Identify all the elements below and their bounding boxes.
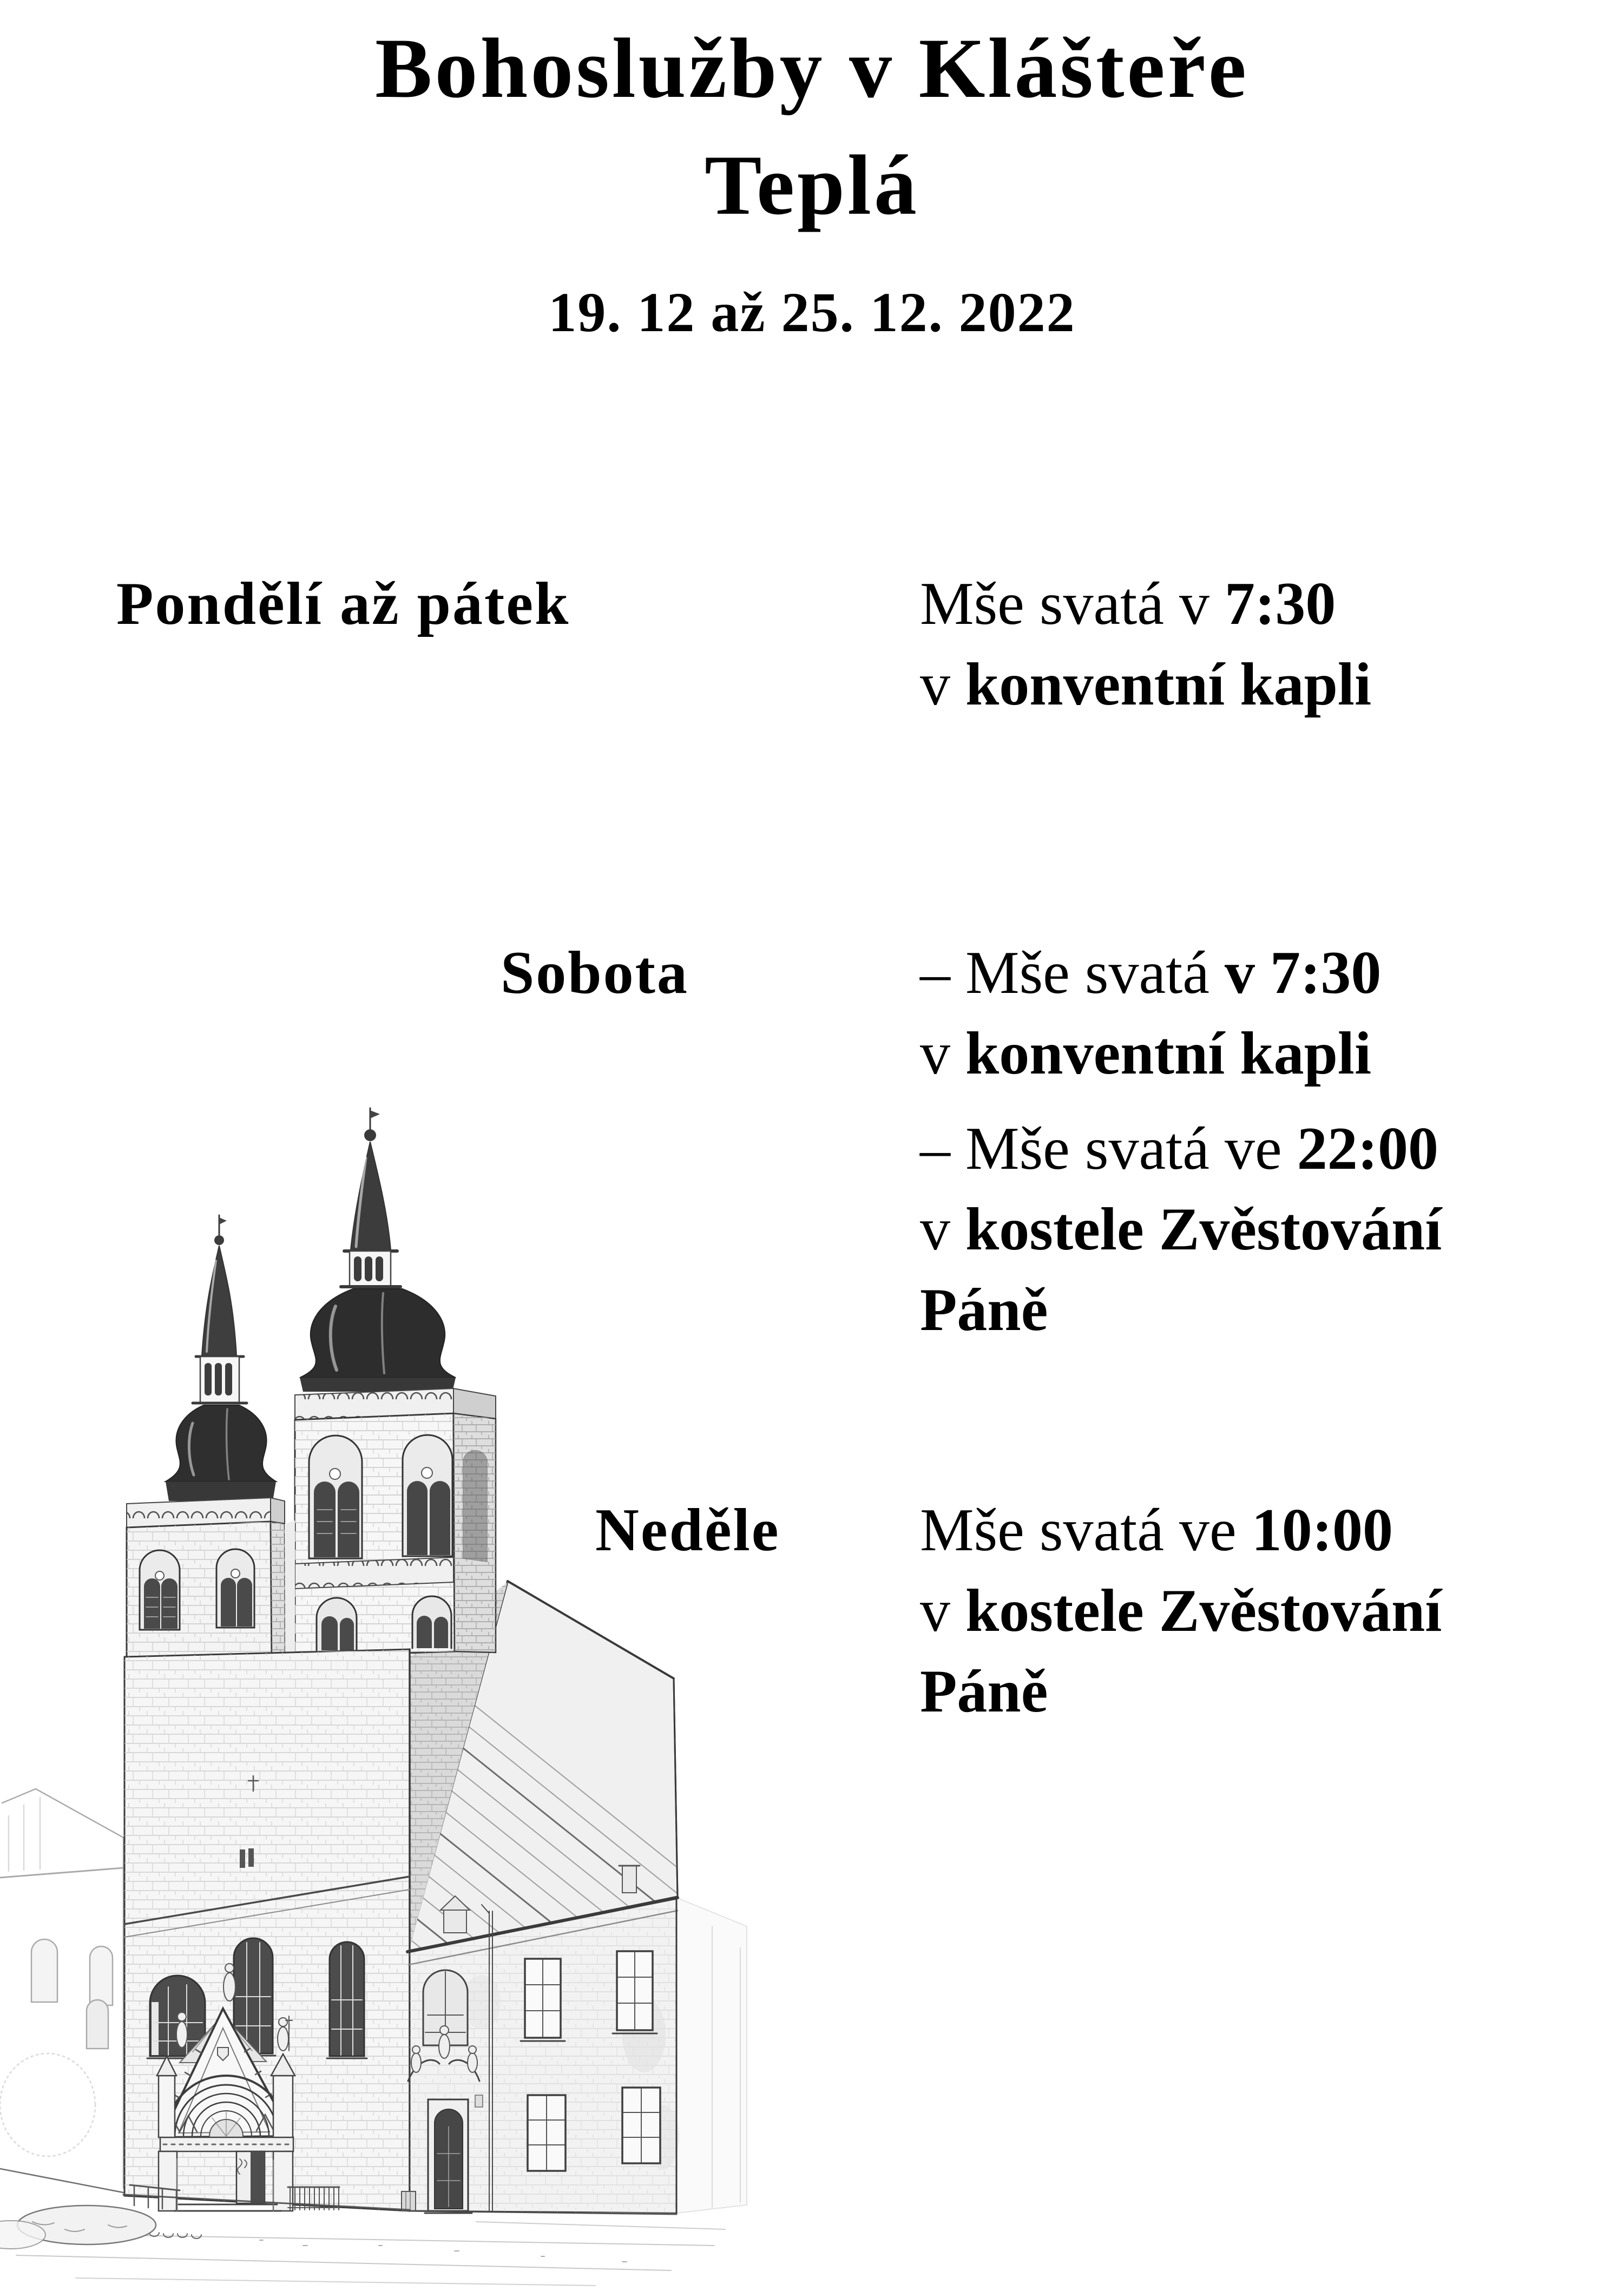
document-title-line1: Bohoslužby v Klášteře bbox=[375, 21, 1249, 116]
document-title-line2: Teplá bbox=[705, 138, 919, 233]
entry-text-segment-bold: 7:30 bbox=[1225, 570, 1336, 637]
entry-text-segment: – Mše svatá ve bbox=[920, 1115, 1297, 1182]
entry-text-segment: v bbox=[920, 1196, 965, 1263]
mass-entry bbox=[920, 564, 1371, 725]
entry-line bbox=[920, 1651, 1442, 1732]
entry-text-segment: Mše svatá ve bbox=[920, 1497, 1252, 1564]
entry-text-segment: Mše svatá v bbox=[920, 570, 1225, 637]
entry-line bbox=[920, 644, 1371, 725]
schedule-entries-weekdays bbox=[920, 564, 1371, 725]
schedule-entries-sunday bbox=[920, 1490, 1442, 1732]
left-building bbox=[0, 1789, 123, 2193]
entry-text-segment: – Mše svatá bbox=[920, 939, 1225, 1006]
entry-text-segment-bold: 22:00 bbox=[1297, 1115, 1439, 1182]
entry-line bbox=[920, 1270, 1442, 1351]
church-sketch-image bbox=[0, 1088, 812, 2291]
day-label-saturday: Sobota bbox=[501, 939, 689, 1006]
tower-right bbox=[285, 1108, 496, 1657]
schedule-entries-saturday bbox=[920, 933, 1442, 1351]
entry-line bbox=[920, 564, 1371, 644]
entry-text-segment-bold: konventní kapli bbox=[965, 651, 1372, 718]
entry-text-segment-bold: kostele Zvěstování bbox=[965, 1577, 1442, 1644]
mass-entry bbox=[920, 933, 1442, 1094]
entry-text-segment-bold: kostele Zvěstování bbox=[965, 1196, 1442, 1263]
mass-entry bbox=[920, 1490, 1442, 1732]
entry-line bbox=[920, 1189, 1442, 1270]
tower-left bbox=[127, 1215, 285, 1659]
entry-line bbox=[920, 1013, 1442, 1094]
wing-facade bbox=[407, 1898, 747, 2213]
mass-entry bbox=[920, 1109, 1442, 1351]
entry-line bbox=[920, 1490, 1442, 1571]
entry-text-segment-bold: Páně bbox=[920, 1658, 1048, 1725]
entry-text-segment: v bbox=[920, 651, 965, 718]
date-range: 19. 12 až 25. 12. 2022 bbox=[548, 281, 1076, 344]
entry-text-segment-bold: Páně bbox=[920, 1276, 1048, 1344]
entry-text-segment: v bbox=[920, 1577, 965, 1644]
entry-text-segment-bold: konventní kapli bbox=[965, 1020, 1372, 1087]
entry-line bbox=[920, 1109, 1442, 1189]
entry-text-segment-bold: v 7:30 bbox=[1225, 939, 1382, 1006]
entry-line bbox=[920, 1571, 1442, 1651]
entry-line bbox=[920, 933, 1442, 1013]
entry-text-segment: v bbox=[920, 1020, 965, 1087]
day-label-sunday: Neděle bbox=[595, 1497, 780, 1564]
entry-text-segment-bold: 10:00 bbox=[1251, 1497, 1393, 1564]
day-label-weekdays: Pondělí až pátek bbox=[116, 570, 570, 637]
